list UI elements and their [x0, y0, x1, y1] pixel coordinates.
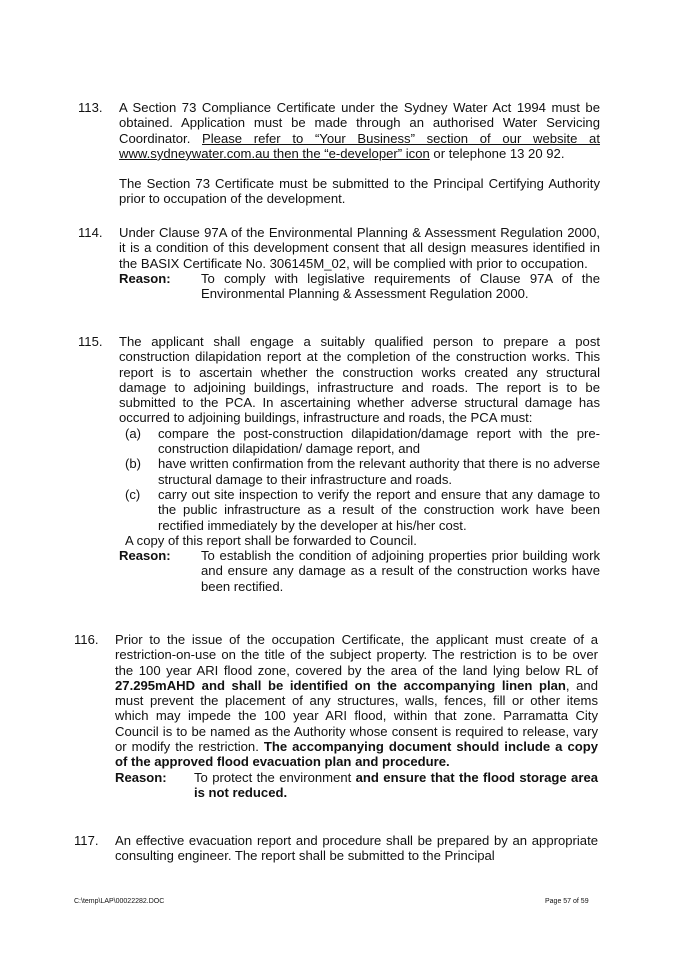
condition-number: 113. — [78, 100, 103, 115]
sub-item-b — [119, 456, 600, 487]
reason-block — [115, 770, 598, 801]
reason-text-part: To protect the environment — [194, 769, 356, 785]
condition-number: 114. — [78, 225, 103, 240]
condition-number: 115. — [78, 334, 103, 349]
condition-text-part: , and must prevent the placement of any structures, walls, fences, fill or other items which may impede the 100 year ARI flood, within that zone. Parramatta City Council is to be named as the Authority whose consent is required to release, vary or modify the restriction. — [115, 677, 598, 755]
condition-text: An effective evacuation report and procedure shall be prepared by an appropriate consulting engineer. The report shall be submitted to the Principal — [115, 833, 598, 864]
condition-text: The applicant shall engage a suitably qualified person to prepare a post construction dilapidation report at the completion of the construction works. This report is to ascertain whether the construction works created any structural damage to adjoining buildings, infrastructure and roads. The report is to be submitted to the PCA. In ascertaining whether adverse structural damage has occurred to adjoining buildings, infrastructure and roads, the PCA must: — [119, 334, 600, 426]
sub-item-key: (c) — [125, 486, 141, 502]
reason-block — [119, 548, 600, 594]
footer-file-path: C:\temp\LAP\00022282.DOC — [74, 898, 165, 905]
reason-text: To comply with legislative requirements of Clause 97A of the Environmental Planning & Assessment Regulation 2000. — [201, 270, 600, 302]
condition-text-second: A copy of this report shall be forwarded to Council. — [125, 532, 417, 548]
condition-text: Under Clause 97A of the Environmental Planning & Assessment Regulation 2000, it is a condition of this development consent that all design measures identified in the BASIX Certificate No. 306145M_02, will be complied with prior to occupation. — [119, 225, 600, 271]
condition-number: 117. — [74, 833, 99, 848]
condition-text-part: or telephone 13 20 92. — [429, 145, 565, 161]
reason-block — [119, 271, 600, 302]
reason-text: To establish the condition of adjoining properties prior building work and ensure any damage as a result of the construction works have been rectified. — [201, 548, 600, 594]
reason-text-bold: and ensure that the flood storage area is not reduced. — [194, 769, 599, 800]
sub-item-c — [119, 487, 600, 533]
condition-text-second: The Section 73 Certificate must be submitted to the Principal Certifying Authority prior to occupation of the development. — [119, 176, 600, 207]
sub-item-text: compare the post-construction dilapidation/damage report with the pre-construction dilapidation/ damage report, and — [158, 425, 600, 457]
website-reference-link[interactable]: Please refer to “Your Business” section of our website at www.sydneywater.com.au then the “e-developer” icon — [119, 130, 600, 161]
condition-text-bold: 27.295mAHD and shall be identified on the accompanying linen plan — [115, 677, 566, 693]
sub-item-key: (a) — [125, 425, 142, 441]
sub-item-a — [119, 426, 600, 457]
sub-item-text: have written confirmation from the relevant authority that there is no adverse structural damage to their infrastructure and roads. — [158, 456, 600, 487]
condition-text — [119, 100, 600, 161]
condition-number: 116. — [74, 632, 99, 647]
reason-label: Reason: — [119, 548, 171, 564]
sub-item-key: (b) — [125, 456, 142, 472]
footer-page-number: Page 57 of 59 — [545, 898, 589, 905]
condition-text-bold: The accompanying document should include a copy of the approved flood evacuation plan and procedure. — [115, 739, 599, 770]
reason-label: Reason: — [119, 270, 171, 286]
reason-text — [194, 770, 598, 801]
condition-text-part: Prior to the issue of the occupation Certificate, the applicant must create of a restriction-on-use on the title of the subject property. The restriction is to be over the 100 year ARI flood zone, covered by the area of the land lying below RL of — [115, 632, 598, 678]
condition-text-part: A Section 73 Compliance Certificate under the Sydney Water Act 1994 must be obtained. Application must be made through an authorised Water Servicing Coordinator. — [119, 100, 600, 146]
condition-text — [115, 632, 598, 770]
sub-item-text: carry out site inspection to verify the report and ensure that any damage to the public infrastructure as a result of the construction work have been rectified immediately by the developer at his/her cost. — [158, 486, 600, 533]
reason-label: Reason: — [115, 769, 167, 785]
